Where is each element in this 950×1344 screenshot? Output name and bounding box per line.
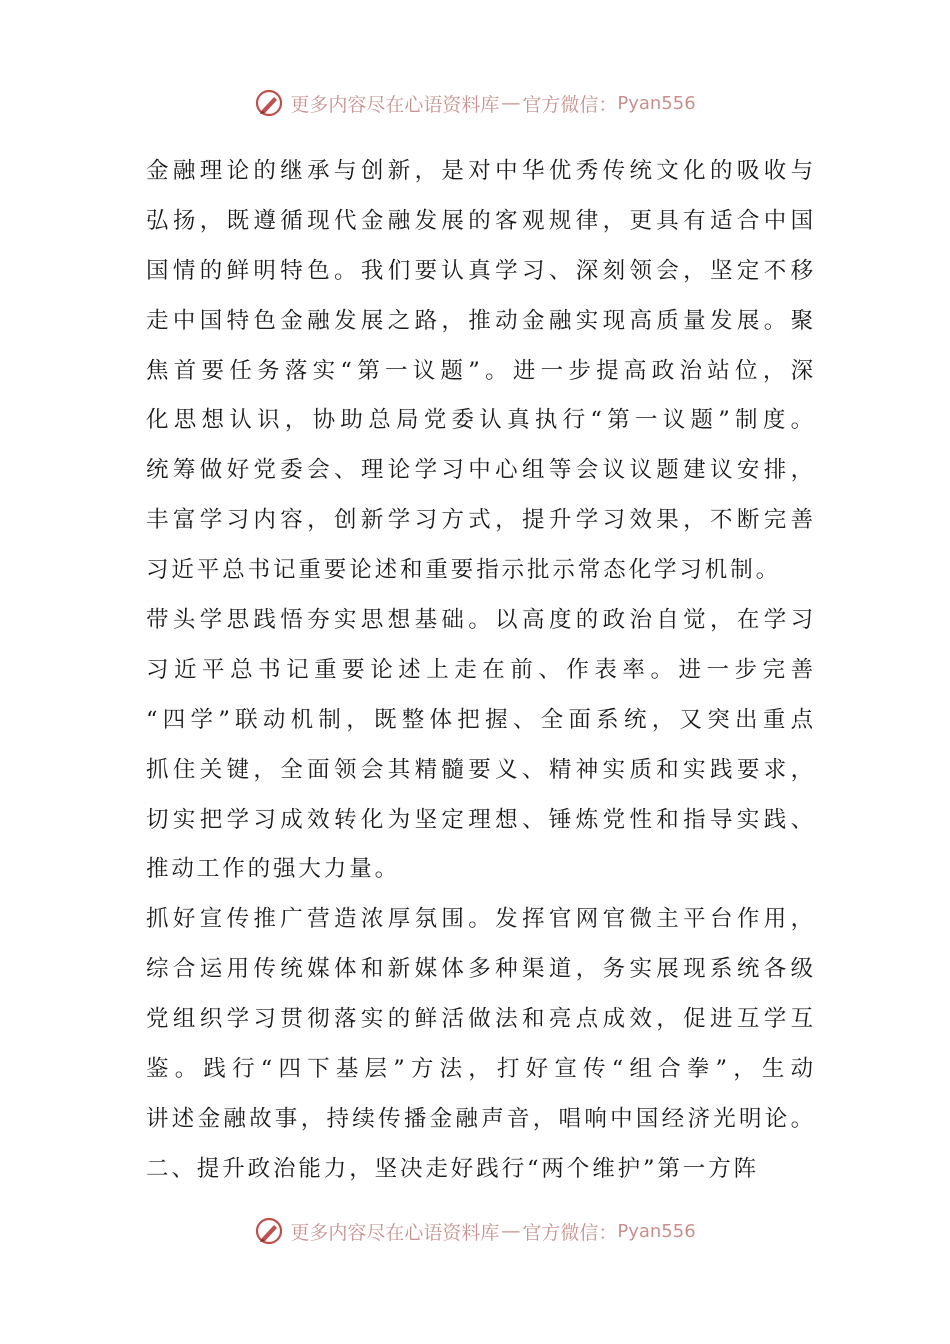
watermark-wechat-id: Pyan556 xyxy=(617,1220,696,1242)
text-line: 讲述金融故事，持续传播金融声音，唱响中国经济光明论。 xyxy=(146,1105,816,1132)
watermark-suffix-text: 官方微信： xyxy=(522,1221,618,1244)
watermark-dash: — xyxy=(501,1220,521,1242)
text-line: 二、提升政治能力，坚决走好践行“两个维护”第一方阵 xyxy=(146,1155,760,1182)
pen-logo-icon xyxy=(254,1216,284,1246)
pen-logo-icon xyxy=(254,88,284,118)
text-line: “四学”联动机制，既整体把握、全面系统，又突出重点 xyxy=(146,706,816,733)
watermark-suffix-text: 官方微信： xyxy=(522,93,618,116)
text-line: 党组织学习贯彻落实的鲜活做法和亮点成效，促进互学互 xyxy=(146,1006,816,1033)
text-line: 化思想认识，协助总局党委认真执行“第一议题”制度。 xyxy=(146,407,816,434)
text-line: 习近平总书记重要论述上走在前、作表率。进一步完善 xyxy=(146,656,816,683)
text-line: 金融理论的继承与创新，是对中华优秀传统文化的吸收与 xyxy=(146,158,816,184)
text-line: 推动工作的强大力量。 xyxy=(146,856,401,883)
watermark-main-text: 更多内容尽在心语资料库 xyxy=(290,93,500,116)
text-line: 国情的鲜明特色。我们要认真学习、深刻领会，坚定不移 xyxy=(146,257,816,284)
watermark-wechat-id: Pyan556 xyxy=(617,92,696,114)
text-line: 走中国特色金融发展之路，推动金融实现高质量发展。聚 xyxy=(146,307,816,334)
header-watermark xyxy=(0,86,950,120)
text-line: 鉴。践行“四下基层”方法，打好宣传“组合拳”，生动 xyxy=(146,1056,816,1083)
text-line: 抓好宣传推广营造浓厚氛围。发挥官网官微主平台作用， xyxy=(146,906,816,933)
text-line: 焦首要任务落实“第一议题”。进一步提高政治站位，深 xyxy=(146,357,816,384)
text-line: 带头学思践悟夯实思想基础。以高度的政治自觉，在学习 xyxy=(146,607,816,634)
text-line: 抓住关键，全面领会其精髓要义、精神实质和实践要求， xyxy=(146,756,816,783)
footer-watermark xyxy=(0,1214,950,1248)
text-line: 习近平总书记重要论述和重要指示批示常态化学习机制。 xyxy=(146,557,782,584)
watermark-dash: — xyxy=(501,92,521,114)
text-line: 切实把学习成效转化为坚定理想、锤炼党性和指导实践、 xyxy=(146,806,816,833)
text-line: 丰富学习内容，创新学习方式，提升学习效果，不断完善 xyxy=(146,507,816,534)
document-body xyxy=(146,147,816,1195)
text-line: 综合运用传统媒体和新媒体多种渠道，务实展现系统各级 xyxy=(146,956,816,983)
text-line: 统筹做好党委会、理论学习中心组等会议议题建议安排， xyxy=(146,457,816,484)
watermark-main-text: 更多内容尽在心语资料库 xyxy=(290,1221,500,1244)
text-line: 弘扬，既遵循现代金融发展的客观规律，更具有适合中国 xyxy=(146,207,816,234)
